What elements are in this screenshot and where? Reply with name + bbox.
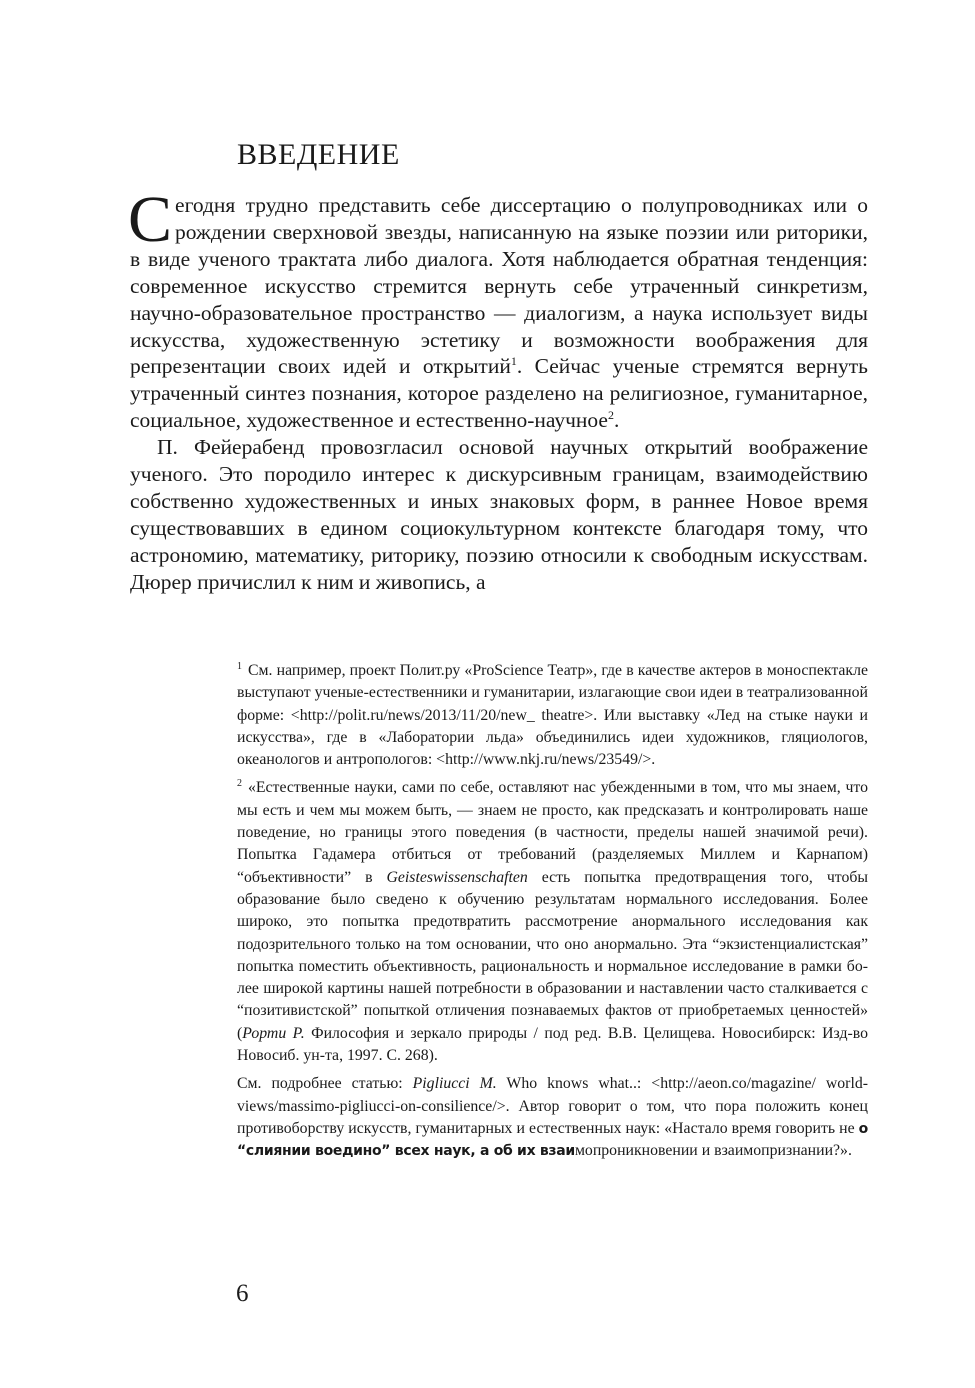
chapter-title: ВВЕДЕНИЕ xyxy=(237,138,400,172)
paragraph-1 xyxy=(128,183,868,434)
footnote-2-text-c: Философия и зеркало природы / под ред. В.В. Целищева. Новосибирск: Изд-во Новосиб. ун-та, 1997. С. 268). xyxy=(237,1024,868,1065)
footnote-2-cont-bold: о “слиянии воедино” всех наук, а об их взаи xyxy=(237,1120,868,1160)
page-number: 6 xyxy=(236,1280,249,1307)
paragraph-1-text-b: . Сейчас ученые стремятся вернуть утраченный синтез познания, которое разделено на религиозное, гуманитарное, социальное, художественное и естественно-научное xyxy=(130,354,868,433)
main-text xyxy=(128,183,868,596)
footnote-2-cont-author: Pigliucci M. xyxy=(412,1075,497,1093)
footnote-1-text: См. например, проект Полит.ру «ProScience Театр», где в качестве актеров в моноспектакле выступают ученые-естественники и гуманитарии, излагающие свои идеи в театрализованной форме: <http://polit.ru/news/2013/11/20/new_ theatre>. Или выставку «Лед на стыке науки и искусства», где в «Лаборатории льда» объединились идеи художников, гляциологов, океанологов и антропологов: <http://www.nkj.ru/news/23549/>. xyxy=(237,662,868,769)
footnote-ref-2[interactable]: 2 xyxy=(607,408,614,423)
footnote-2-cont-b: Who knows what..: <http://aeon.co/magazine/ world-views/massimo-pigliucci-on-consilience/>. Автор говорит о том, что пора положить конец противоборству искусств, гуманитарных и естественных наук: «Настало время говорить не xyxy=(237,1075,868,1137)
footnote-2-text-b: есть попытка предотвращения того, чтобы образование было сведено к обучению результатам нормального исследования. Более широко, это попытка предотвратить рассмотрение анормального исследования как подозрительного только на том основании, что оно анормально. Эта “экзистенциалистская” попытка поместить объективность, рациональность и нормальное исследование в рамки более широкой картины нашей потребности в образовании и наставлении часто сталкивается с “позитивистской” попыткой отличения познаваемых фактов от приобретаемых ценностей» ( xyxy=(237,868,869,1042)
footnote-1 xyxy=(237,660,868,771)
footnotes xyxy=(237,660,868,1163)
drop-cap: С xyxy=(128,183,173,256)
footnote-2-cont-c: мопроникновении и взаимопризнании?». xyxy=(574,1142,852,1160)
footnote-2-number: 2 xyxy=(237,778,242,790)
footnote-2 xyxy=(237,777,868,1067)
footnote-ref-1[interactable]: 1 xyxy=(510,354,517,369)
paragraph-2: П. Фейерабенд провозгласил основой научных открытий воображение ученого. Это породило интерес к дискурсивным границам, взаимодействию собственно художественных и иных знаковых форм, в раннее Новое время существовавших в едином социокультурном контексте благодаря тому, что астрономию, математику, риторику, поэзию относили к свободным искусствам. Дюрер причислил к ним и живопись, а xyxy=(130,435,868,594)
paragraph-1-text-c: . xyxy=(613,408,620,433)
footnote-2-text-a: «Естественные науки, сами по себе, оставляют нас убежденными в том, что мы знаем, что мы есть и чем мы можем быть, — знаем не просто, как предсказать и контролировать наше поведение, но границы этого поведения (в частности, пределы нашей значимой речи). Попытка Гадамера отбиться от требований (разделяемых Миллем и Карнапом) “объективности” в xyxy=(237,779,868,886)
footnote-1-number: 1 xyxy=(237,660,242,672)
footnote-2-italic-term: Geisteswissenschaften xyxy=(386,868,528,886)
footnote-2-author: Рорти Р. xyxy=(242,1024,305,1042)
footnote-2-cont-a: См. подробнее статью: xyxy=(237,1075,413,1093)
paragraph-1-text-a: егодня трудно представить себе диссертацию о полупроводниках или о рождении сверхновой звезды, написанную на языке поэзии или риторики, в виде ученого трактата либо диалога. Хотя наблюдается обратная тенденция: современное искусство стремится вернуть себе утраченный синкретизм, научно-образовательное пространство — диалогизм, а наука использует виды искусства, художественную эстетику и возможности воображения для репрезентации своих идей и открытий xyxy=(130,193,868,379)
footnote-2-continuation xyxy=(237,1073,868,1162)
